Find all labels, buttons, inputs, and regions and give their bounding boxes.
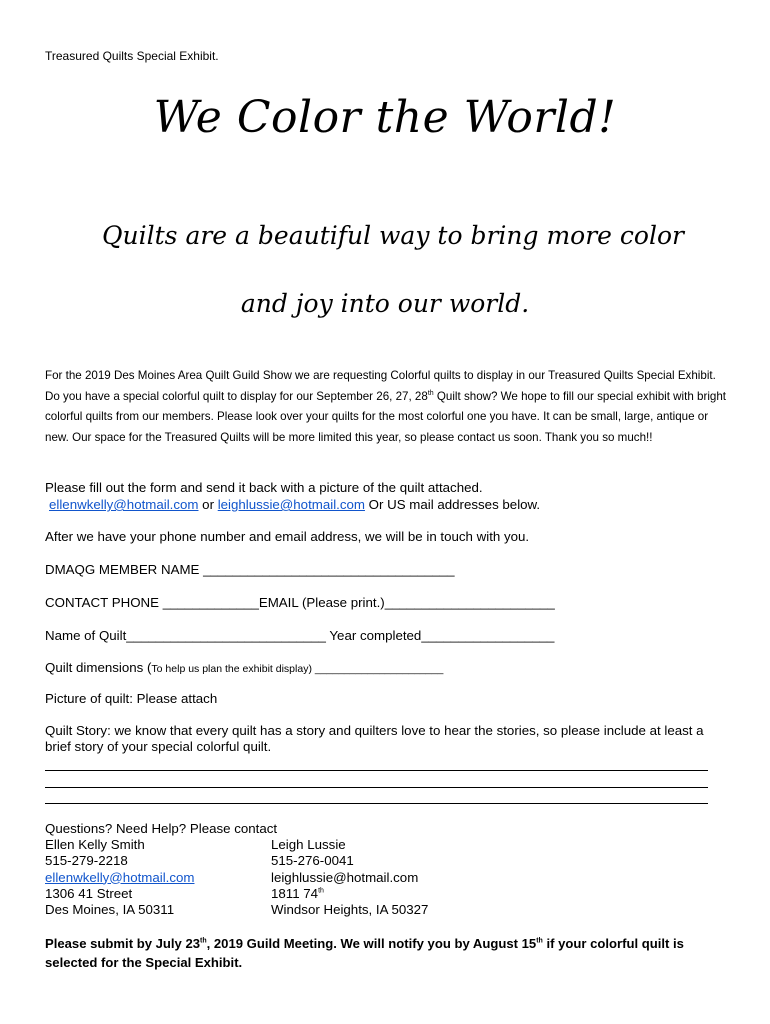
street-number: 1811 74	[271, 885, 319, 901]
help-heading: Questions? Need Help? Please contact	[45, 821, 278, 836]
page-title: We Color the World!	[153, 92, 617, 143]
intro-text-1: For the 2019 Des Moines Area Quilt Guild Show we are requesting Colorful quilts to display in our Treasured Quilts Special Exhibit. Do you have a special colorful quilt to display for our September 26, 27, 28	[45, 369, 716, 403]
story-line-1[interactable]	[45, 770, 708, 771]
contact-street	[271, 886, 428, 902]
quilt-story-prompt: Quilt Story: we know that every quilt has a story and quilters love to hear the stories, so please include at least a brief story of your special colorful quilt.	[45, 723, 704, 754]
quilt-dimensions-field[interactable]	[45, 660, 443, 675]
contact-city: Windsor Heights, IA 50327	[271, 902, 429, 918]
contact-email: leighlussie@hotmail.com	[271, 869, 419, 885]
deadline-sup-1: th	[200, 937, 207, 945]
deadline-text-3: if your colorful quilt is selected for the Special Exhibit.	[45, 936, 684, 970]
email-link-leigh[interactable]: leighlussie@hotmail.com	[217, 497, 365, 512]
contact-phone: 515-279-2218	[45, 853, 128, 869]
intro-superscript: th	[427, 389, 434, 397]
dimensions-label: Quilt dimensions (	[45, 660, 152, 675]
contact-street: 1306 41 Street	[45, 885, 133, 901]
dimensions-note: To help us plan the exhibit display) ______________________	[151, 663, 444, 675]
instructions-line: Please fill out the form and send it back with a picture of the quilt attached.	[45, 480, 483, 495]
street-superscript: th	[318, 887, 324, 895]
or-text: or	[198, 497, 218, 512]
contact-ellen	[45, 837, 194, 918]
contact-name: Ellen Kelly Smith	[45, 837, 145, 852]
member-name-field[interactable]: DMAQG MEMBER NAME __________________________________	[45, 562, 455, 577]
story-line-2[interactable]	[45, 787, 708, 788]
contact-phone: 515-276-0041	[271, 853, 354, 869]
exhibit-header: Treasured Quilts Special Exhibit.	[45, 49, 219, 63]
contact-leigh	[271, 837, 428, 918]
follow-up-note: After we have your phone number and email address, we will be in touch with you.	[45, 529, 530, 544]
quilt-name-year-field[interactable]: Name of Quilt___________________________ Year completed__________________	[45, 628, 555, 643]
contact-phone-email-field[interactable]: CONTACT PHONE _____________EMAIL (Please print.)_______________________	[45, 595, 555, 610]
mail-note: Or US mail addresses below.	[364, 497, 541, 512]
picture-note: Picture of quilt: Please attach	[45, 691, 218, 706]
contact-email-link[interactable]: ellenwkelly@hotmail.com	[45, 869, 195, 885]
subtitle-line-1: Quilts are a beautiful way to bring more color	[102, 221, 684, 250]
intro-paragraph	[45, 366, 730, 448]
email-line	[49, 497, 540, 512]
submission-deadline-note	[45, 934, 735, 972]
deadline-text-2: , 2019 Guild Meeting. We will notify you by August 15	[206, 936, 537, 951]
contact-city: Des Moines, IA 50311	[45, 902, 175, 918]
deadline-text-1: Please submit by July 23	[45, 936, 201, 951]
subtitle-line-2: and joy into our world.	[240, 289, 530, 318]
contact-name: Leigh Lussie	[271, 837, 346, 852]
intro-text-2: Quilt show? We hope to fill our special exhibit with bright colorful quilts from our members. Please look over your quilts for the most colorful one you have. It can be small, large, antique or new. Our space for the Treasured Quilts will be more limited this year, so please contact us soon. Thank you so much!!	[45, 389, 727, 444]
email-link-ellen[interactable]: ellenwkelly@hotmail.com	[49, 497, 199, 512]
story-line-3[interactable]	[45, 803, 708, 804]
deadline-sup-2: th	[536, 937, 543, 945]
